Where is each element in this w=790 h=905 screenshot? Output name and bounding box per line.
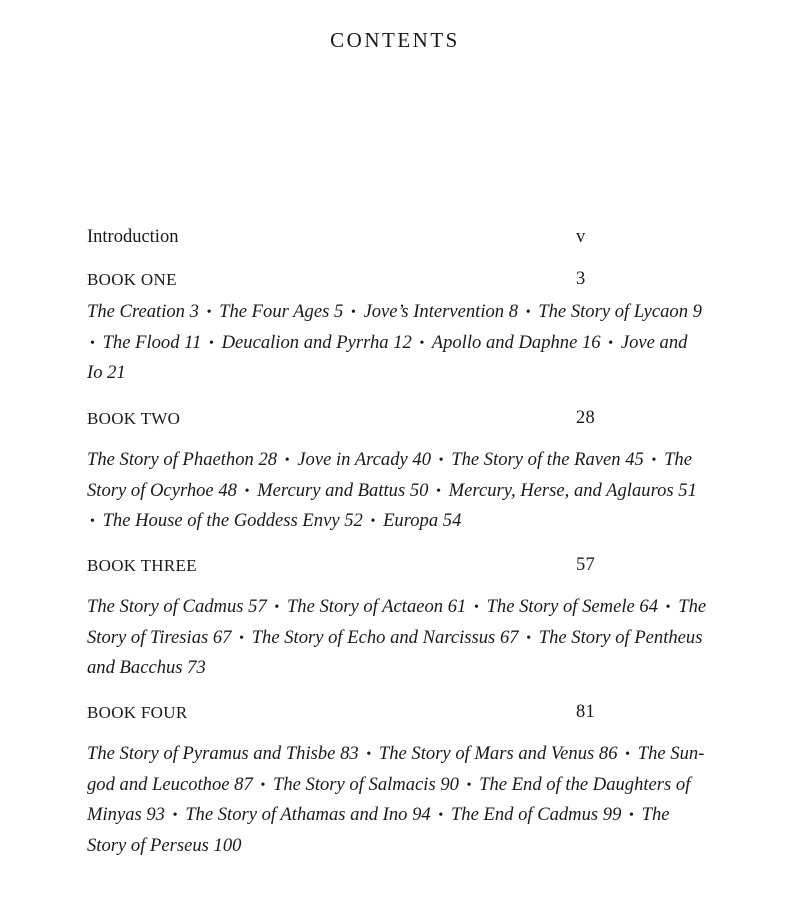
entry-page-number: v (576, 227, 586, 247)
story-entry[interactable]: The Story of Actaeon 61 (286, 596, 467, 617)
book-page-number: 28 (576, 408, 596, 428)
book-heading: BOOK TWO (87, 409, 181, 428)
book-heading: BOOK FOUR (87, 703, 188, 722)
story-entry[interactable]: The Story of Athamas and Ino 94 (185, 804, 431, 825)
story-entry[interactable]: Jove and Io 21 (87, 331, 688, 383)
story-entry[interactable]: Jove in Arcady 40 (297, 449, 432, 470)
story-entry[interactable]: The Story of Salmacis 90 (273, 773, 459, 795)
story-entry[interactable]: Mercury, Herse, and Aglauros 51 (448, 479, 697, 501)
story-entry[interactable]: The Story of Echo and Narcissus 67 (251, 626, 519, 648)
bullet-separator: • (625, 747, 631, 762)
bullet-separator: • (260, 777, 266, 793)
bullet-separator: • (370, 514, 376, 529)
story-entry[interactable]: The End of Cadmus 99 (450, 804, 622, 825)
bullet-separator: • (466, 777, 472, 793)
story-entry[interactable]: Apollo and Daphne 16 (431, 331, 601, 353)
story-entry[interactable]: The Four Ages 5 (219, 301, 344, 322)
bullet-separator: • (419, 335, 425, 351)
bullet-separator: • (438, 453, 444, 468)
bullet-separator: • (438, 808, 444, 823)
story-entry[interactable]: The Story of Perseus 100 (87, 804, 670, 856)
book-page-number: 57 (576, 555, 596, 575)
bullet-separator: • (284, 453, 290, 468)
bullet-separator: • (366, 747, 372, 762)
story-entry[interactable]: The End of the Daughters of Minyas 93 (87, 773, 691, 825)
bullet-separator: • (651, 453, 657, 468)
bullet-separator: • (172, 808, 178, 823)
book-two-story-list (87, 446, 707, 538)
bullet-separator: • (608, 335, 614, 351)
story-entry[interactable]: The Story of Lycaon 9 (538, 301, 702, 322)
bullet-separator: • (90, 335, 95, 351)
story-entry[interactable]: Mercury and Battus 50 (257, 479, 429, 501)
story-entry[interactable]: The Story of Pentheus and Bacchus 73 (87, 626, 703, 678)
bullet-separator: • (526, 630, 532, 646)
story-entry[interactable]: The Story of Phaethon 28 (87, 449, 278, 470)
page-title: CONTENTS (330, 28, 460, 52)
bullet-separator: • (665, 600, 671, 615)
bullet-separator: • (209, 335, 214, 351)
story-entry[interactable]: The Story of Pyramus and Thisbe 83 (87, 743, 359, 764)
story-entry[interactable]: Jove’s Intervention 8 (363, 301, 519, 322)
bullet-separator: • (436, 483, 441, 499)
book-heading: BOOK THREE (87, 556, 197, 575)
bullet-separator: • (244, 483, 250, 499)
story-entry[interactable]: The Sun-god and Leucothoe 87 (87, 743, 705, 795)
story-entry[interactable]: The Story of Tiresias 67 (87, 596, 707, 648)
story-entry[interactable]: Europa 54 (383, 510, 462, 531)
bullet-separator: • (90, 514, 95, 529)
bullet-separator: • (474, 600, 479, 615)
bullet-separator: • (350, 305, 356, 320)
story-entry[interactable]: The Flood 11 (102, 331, 202, 353)
bullet-separator: • (629, 808, 634, 823)
entry-title: Introduction (87, 227, 179, 247)
story-entry[interactable]: The Story of Cadmus 57 (87, 596, 267, 617)
story-entry[interactable]: The Story of the Raven 45 (451, 449, 644, 470)
book-page-number: 81 (576, 702, 596, 722)
book-page-number: 3 (576, 269, 586, 289)
story-entry[interactable]: The Creation 3 (87, 301, 199, 322)
story-entry[interactable]: The Story of Semele 64 (486, 596, 659, 617)
story-entry[interactable]: The House of the Goddess Envy 52 (102, 510, 363, 531)
bullet-separator: • (239, 630, 245, 646)
book-heading: BOOK ONE (87, 270, 177, 289)
book-three-story-list (87, 593, 707, 683)
book-four-story-list (87, 740, 707, 860)
story-entry[interactable]: Deucalion and Pyrrha 12 (221, 331, 412, 353)
bullet-separator: • (274, 600, 280, 615)
story-entry[interactable]: The Story of Mars and Venus 86 (378, 743, 618, 764)
bullet-separator: • (206, 305, 212, 320)
story-entry[interactable]: The Story of Ocyrhoe 48 (87, 449, 692, 501)
book-one-story-list (87, 298, 707, 388)
bullet-separator: • (525, 305, 531, 320)
